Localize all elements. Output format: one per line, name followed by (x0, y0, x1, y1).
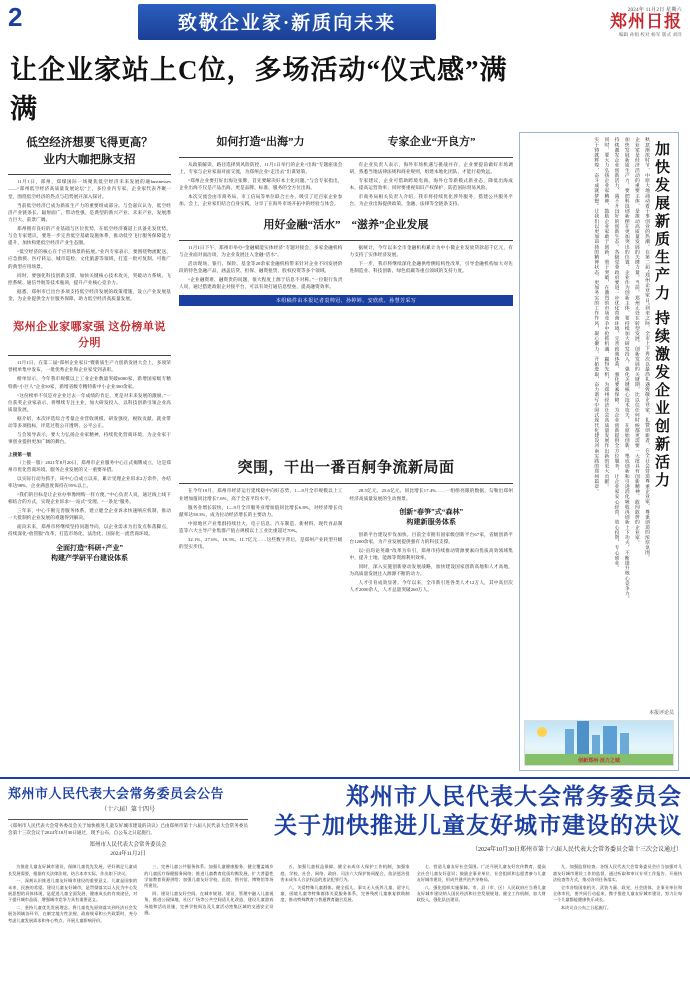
sun-icon (537, 727, 547, 737)
article1-body (8, 178, 171, 302)
illustration-caption: 创新郑州·活力之城 (578, 759, 620, 764)
divider (179, 157, 513, 158)
reporter-credit: 本组稿件由本报记者袁帅冠、孙婷婷、安欣欣、孙慧芳采写 (179, 295, 513, 306)
paragraph: 创新平台建设步伐加快。目前全市拥有国家级创新平台67家，省级创新平台1200余家，为产业发展提供强有力的科技支撑。 (349, 531, 513, 544)
paragraph: 同时，要强化科技创新支撑，加快关键核心技术攻关，突破动力系统、飞控系统、通信导航等技术瓶颈，提升产业核心竞争力。 (8, 272, 171, 285)
breakthrough-left (8, 451, 171, 595)
paragraph: 企业家是经济活动的重要主体，是推动高质量发展的关键力量。当前，郑州正处在转型发展、创新发展的关键期，比以往任何时候都更需要一大批具有创新精神、敢闯敢拼的企业家。 (633, 137, 639, 545)
paragraph: 六、关爱特殊儿童群体。健全孤儿、事实无人抚养儿童、留守儿童、困境儿童等特殊群体关爱服务体系，完善残疾儿童康复救助制度，推动特殊教育与普通教育融合发展。 (280, 884, 410, 903)
paragraph: 三、完善儿童公共服务体系。加强儿童健康服务，健全覆盖城乡的儿童医疗保健服务网络；推进儿童教育优质均衡发展，扩大普惠性学前教育资源供给；加强儿童友好学校、医院、图书馆、博物馆等场所建设。 (144, 864, 274, 889)
paragraph: 为推进儿童友好城市建设，保障儿童优先发展，更好满足儿童成长发展需要，根据有关法律法规，结合本市实际，作出如下决议。 (8, 864, 138, 876)
paragraph: 榜单显示，今年我市规模以上工业企业数量突破6000家，新增国家级专精特新“小巨人”企业50家，新增省级专精特新中小企业300余家。 (8, 376, 171, 389)
divider (8, 174, 171, 175)
article3-body-right (350, 244, 514, 293)
paragraph: 八、强化组织实施保障。市、县（市、区）人民政府应当将儿童友好城市建设纳入国民经济和社会发展规划，健全工作机制，加大财政投入，强化队伍建设。 (416, 884, 546, 903)
resolution-col-3 (280, 864, 409, 925)
ranking-title: 郑州企业家哪家强 这份榜单说分明 (13, 321, 166, 350)
paragraph: 九、加强监督检查。各级人民代表大会常务委员会应当加强对儿童友好城市建设工作的监督，通过听取和审议专项工作报告、开展执法检查等方式，推动各项任务落实。 (552, 864, 683, 882)
resolution-title-line1: 郑州市人民代表大会常务委员会 (346, 784, 682, 809)
paragraph: 同时，深入实施创新驱动发展战略，加快建设国家创新高地和人才高地，为高质量发展注入源源不断的动力。 (349, 564, 513, 577)
left-box-title-l2: 构建产学研平台建设体系 (51, 554, 128, 563)
paragraph: 五、加强儿童权益保障。健全未成年人保护工作机制，加强家庭、学校、社会、网络、政府、司法六大保护协同配合，依法惩治侵害未成年人合法权益的违法犯罪行为。 (280, 864, 410, 882)
article3-body-left (179, 244, 343, 293)
resolution-col-1 (8, 864, 137, 925)
masthead-right (532, 4, 682, 38)
paragraph: “这份榜单不仅是对企业过去一年成绩的肯定，更是对未来发展的激励。”一位获奖企业家表示，将继续专注主业，加大研发投入，以科技创新引领企业高质量发展。 (8, 392, 171, 412)
paragraph: 二、坚持儿童优先发展理念。将儿童优先原则落实到经济社会发展各领域各环节，在制定地方性法规、政府规章和公共政策时，充分考虑儿童发展需求和身心特点，开展儿童影响评价。 (8, 905, 138, 923)
editorial-rail (519, 132, 679, 771)
paragraph: 同时，要大力弘扬企业家精神，鼓励企业家敢于创新、勇于突破，在激烈的市场竞争中抢抓机遇、赢得先机，为郑州经济社会高质量发展作出新的更大贡献。 (603, 137, 609, 489)
paragraph: 28.5亿元、25.6亿元、同比增长17.4%……一组组亮眼的数据，勾勒出郑州经济高质量发展的生动图景。 (349, 488, 513, 501)
article-overseas (179, 132, 342, 155)
paragraph: 一、深刻认识推进儿童友好城市建设的重要意义。儿童是国家的未来、民族的希望。建设儿童友好城市，是贯彻落实以人民为中心发展思想的具体体现，是促进儿童全面发展、健康成长的有效途径，对于提升城市品质、增强城市竞争力具有重要意义。 (8, 878, 138, 903)
right-box-title (350, 504, 514, 531)
divider (179, 240, 513, 241)
article1-title-line1: 低空经济想要飞得更高？ (26, 137, 153, 149)
breakthrough-section (8, 451, 513, 595)
paragraph: “低空经济的核心在于应用场景的拓展。”业内专家表示，要围绕物流配送、应急救援、医疗转运、城市巡检、文化旅游等领域，打造一批可复制、可推广的典型应用场景。 (8, 249, 171, 269)
paragraph: 11月1日，郑州，郑煤国际一场聚焦低空经济未来发展的通businesses——“郑州低空经济高质量发展论坛”上，多位业内专家、企业家代表齐聚一堂，围绕低空经济的热点与趋势展开深入探讨。 (8, 179, 171, 199)
article2-title-line1: 如何打造“出海”力 (216, 136, 305, 148)
announcement-left (8, 783, 248, 860)
article2-body-left (179, 161, 343, 210)
paragraph: 秋意渐浓时节，中原大地涌动着干事创业的热潮。在第二届“郑州企业家日”到来之际，全市上下再次以最高礼遇致敬企业家、礼赞创新者，在全社会营造尊重企业家、尊重创造的浓厚氛围。 (644, 137, 649, 561)
page-headline: 让企业家站上C位，多场活动“仪式感”满满 (10, 55, 508, 124)
announcement-subtitle: （十六届）第十四号 (100, 807, 155, 813)
ranking-body (8, 359, 171, 445)
building-shape (577, 721, 589, 755)
article-low-altitude (8, 132, 171, 310)
paragraph: 以“亩均论英雄”改革为牵引，郑州市持续推动资源要素向优质高效领域集中，提升土地、能源等资源利用效率。 (349, 547, 513, 560)
paragraph: 与会领导表示，要大力弘扬企业家精神，持续优化营商环境，为企业家干事创业提供更加广阔的舞台。 (8, 432, 171, 445)
masthead (0, 0, 690, 46)
resolution-col-2 (144, 864, 273, 925)
resolution-note: （2024年10月30日郑州市第十六届人民代表大会常务委员会第十三次会议通过） (471, 846, 682, 853)
paragraph: 据统计，今年以来全市金融机构累计为中小微企业发放贷款超千亿元，有力支持了实体经济发展。 (349, 244, 513, 257)
paragraph: 市商务局相关负责人介绍，我市将持续优化涉外服务，搭建公共服务平台，为企业出海提供政策、金融、法律等全链条支持。 (349, 194, 513, 207)
resolution-col-4 (417, 864, 546, 925)
article3-title-line1: 用好金融“活水” (263, 218, 341, 231)
right-box-title-l1: 创新“春笋”式“森林” (399, 507, 464, 516)
resolution-title-line2: 关于加快推进儿童友好城市建设的决议 (274, 812, 682, 838)
paragraph: 32.1%、27.6%、19.3%、11.7亿元……这些数字背后，是郑州产业转型升级的坚实步伐。 (179, 537, 343, 550)
article-experts (350, 132, 513, 155)
building-shape (565, 729, 574, 755)
resolution-columns (0, 860, 690, 931)
paragraph: 本决议自公布之日起施行。 (560, 905, 612, 911)
paragraph: 活动现场，银行、保险、基金等20余家金融机构带来针对企业不同发展阶段的特色金融产品，涵盖信贷、担保、融资租赁、股权投资等多个领域。 (179, 260, 343, 273)
article1-title-line2: 业内大咖把脉支招 (43, 153, 136, 166)
paragraph: 加快发展新质生产力，要把科技创新摆在更加突出的位置。企业作为创新主体，要持续加大研发投入，强化关键核心技术攻关，在原始创新、集成创新和引进消化吸收再创新上下功夫，不断提升核心竞争力。 (623, 137, 629, 602)
announcement-date: 2024年11月2日 (110, 850, 146, 857)
paper-logo: 郑州日报 (610, 12, 682, 31)
left-block (8, 132, 513, 771)
paragraph: 实干铸就辉煌，奋斗成就梦想。让我们以更加昂扬的精神状态、更加务实的工作作风，凝心聚力、开拓进取，奋力谱写中国式现代化建设河南实践的郑州篇章。 (593, 137, 599, 494)
paragraph: 从政策解读、路径选择到风险防控，11月1日举行的企业“出海”专题座谈会上，专家与企业家面对面交流，为郑州企业“走出去”出谋划策。 (179, 161, 343, 175)
building-shape (603, 726, 617, 755)
page-number: 2 (8, 2, 23, 32)
announcement-section (0, 777, 690, 860)
editorial-signature: 本报评论员 (648, 711, 674, 716)
paragraph: 以实际行动为抓手，该中心自成立以来，累计受理企业诉求2万余件，办结率达98%，企业满意度保持在95%以上。 (8, 475, 171, 488)
left-box-title-l1: 全面打造“科研+产业” (56, 543, 123, 552)
paragraph: 有企业负责人表示，海外市场机遇与挑战并存，企业要提前做好市场调研，熟悉当地法律法规和商业规则，组建本地化团队，才能行稳致远。 (349, 161, 513, 175)
paragraph: 三年来，中心不断完善服务体系，建立健全企业诉求快速响应机制，推动一大批制约企业发展的难题得到解决。 (8, 508, 171, 521)
continued-from: 上接第一版 (8, 452, 32, 458)
breakthrough-right (179, 451, 513, 595)
paragraph: 本次交流会由市商务局、市工信局等单位联合主办，吸引了近百家企业参加。会上，企业家们结合自身实践，分享了在海外市场开拓中的经验与体会。 (179, 194, 343, 207)
paragraph: 专家建议，企业可借助跨境电商、海外仓等新模式新业态，降低出海成本，提高运营效率；同时要重视知识产权保护，防范国际贸易风险。 (349, 178, 513, 191)
paragraph: 11月1日下午，郑州市举办“金融赋能实体经济”专题对接会，多家金融机构与企业面对面洽谈，为企业发展注入金融“活水”。 (179, 244, 343, 257)
paragraph: 面向未来，郑州市将继续坚持问题导向，以企业需求为出发点和落脚点，持续深化“放管服”改革，打造市场化、法治化、国际化一流营商环境。 (8, 524, 171, 537)
right-box-title-l2: 构建新服务体系 (406, 518, 457, 527)
divider (179, 483, 513, 484)
paragraph: 四、建设儿童友好空间。在城市规划、建设、管理中融入儿童视角，推进公园绿地、社区广场等公共空间适儿化改造，建设儿童游戏场地和活动设施，完善学校周边及儿童活动密集区域的交通安全设施。 (144, 891, 274, 915)
city-illustration (524, 720, 674, 766)
resolution-col-5 (553, 864, 682, 925)
paragraph: （上接一版）2021年8月20日，郑州市企业服务中心正式揭牌成立，这是郑州市优化营商环境、服务企业发展的又一重要举措。 (8, 459, 171, 472)
section-banner: 致敬企业家·新质向未来 (138, 4, 436, 40)
paragraph: 据介绍，本次评选综合考量企业营收规模、研发强度、税收贡献、就业带动等多项指标，评选过程公开透明、公平公正。 (8, 415, 171, 429)
paragraph: 持续激发企业创新活力，离不开良好的创新生态。各级党委政府要进一步优化营商环境，完善政策体系，强化要素保障，为企业创新提供全方位服务，让企业家安心经营、放心投资、专心创业。 (613, 137, 619, 571)
paragraph: 人才引育成效显著。今年以来，全市新引进各类人才12万人，其中高层次人才2000余人，人才总量突破260万人。 (349, 580, 513, 593)
paragraph: 中原地区产业集群持续壮大，电子信息、汽车制造、新材料、现代食品制造等六大主导产业集群产值占规模以上工业比重超过70%。 (179, 520, 343, 533)
editor-credits: 编辑 孙娟 校对 杨军 版式 刘洋 (618, 31, 682, 37)
announcement-signer: 郑州市人民代表大会常务委员会 (89, 841, 167, 848)
paragraph: “我们的目标是让企业办事像网购一样方便。”中心负责人说，通过线上线下相结合的方式，实现企业诉求“一站式”受理、“一条龙”服务。 (8, 491, 171, 505)
paragraph: 七、营造儿童友好社会氛围。广泛开展儿童友好宣传教育，提高全社会儿童友好意识；鼓励企事业单位、社会组织和志愿者参与儿童友好城市建设，形成共建共治共享格局。 (416, 864, 546, 882)
publication-date: 2024年 11月2日 星期六 (627, 8, 682, 13)
paragraph: 郑州拥有良好的产业基础与区位优势，在低空经济赛道上具备先发优势。与会专家建议，要进一步完善低空基础设施体系，推动低空飞行服务保障能力提升，加快构建低空经济产业生态圈。 (8, 226, 171, 246)
section-banner-wrap (42, 4, 532, 40)
paragraph: 在今年10月，郑州市经济运行延续稳中向好态势，1—9月全市规模以上工业增加值同比增长7.6%，高于全省平均水平。 (179, 488, 343, 501)
paragraph: 11月1日，在第二届“郑州企业家日”暨新质生产力创新发展大会上，多项荣誉榜单集中发布，一批优秀企业和企业家受到表彰。 (8, 360, 171, 373)
divider (8, 819, 248, 820)
article2-body-right (350, 161, 514, 210)
announcement-brief: 《郑州市人民代表大会常务委员会关于加快推进儿童友好城市建设的决议》已由郑州市第十六届人民代表大会常务委员会第十三次会议于2024年10月30日通过，现予公布，自公布之日起施行。 (8, 823, 248, 835)
announcement-right (258, 783, 682, 860)
article3-title-line2: “滋养”企业发展 (351, 218, 429, 231)
ranking-section (8, 314, 513, 447)
paragraph: 全市各级国家机关、武装力量、政党、社会团体、企事业单位和全体市民，要共同行动起来，携手推进儿童友好城市建设，努力让每一个儿童都能健康快乐成长。 (552, 884, 683, 903)
article-right-group (179, 132, 513, 310)
article-columns (8, 132, 513, 310)
building-shape (592, 735, 600, 755)
announcement-title: 郑州市人民代表大会常务委员会公告 (8, 786, 225, 801)
paragraph: 下一步，我市将继续深化金融供给侧结构性改革，引导金融机构加大对先进制造业、科技创新、绿色低碳等重点领域的支持力度。 (349, 260, 513, 273)
paragraph: “郑州企业要打好出海这张牌，首先要解决好本土化问题。”与会专家指出，企业出海不仅是产品出海，更是品牌、标准、服务的全方位出海。 (179, 178, 343, 191)
breakthrough-title: 突围，干出一番百舸争流新局面 (237, 460, 455, 477)
breakthrough-right-body (350, 487, 514, 595)
paragraph: 当前低空经济已成为新质生产力的重要组成部分。与会嘉宾认为，低空经济产业链条长、辐射面广、带动性强，是典型的新兴产业、未来产业，发展潜力巨大、前景广阔。 (8, 202, 171, 222)
article2-title-line2: 专家企业“开良方” (387, 136, 476, 148)
building-shape (620, 733, 629, 755)
main-content (0, 132, 690, 771)
breakthrough-mid-body (179, 487, 343, 595)
paragraph: 服务业增长较快，1—9月全市服务业增加值同比增长6.8%，对经济增长贡献率达58.3%，成为拉动经济增长的主要动力。 (179, 504, 343, 517)
editorial-title: 加快发展新质生产力 持续激发企业创新活力 (653, 141, 669, 490)
paragraph: 据悉，郑州市已出台多项支持低空经济发展的政策措施，设立产业发展基金，为企业提供全方位服务保障，助力低空经济高质量发展。 (8, 288, 171, 301)
left-box-title (8, 540, 171, 567)
divider (8, 355, 171, 356)
paragraph: “企业融资难、融资贵的问题，很大程度上源于信息不对称。”一位银行负责人说，通过搭建政银企对接平台，可以有效打通信息壁垒，提高融资效率。 (179, 276, 343, 290)
